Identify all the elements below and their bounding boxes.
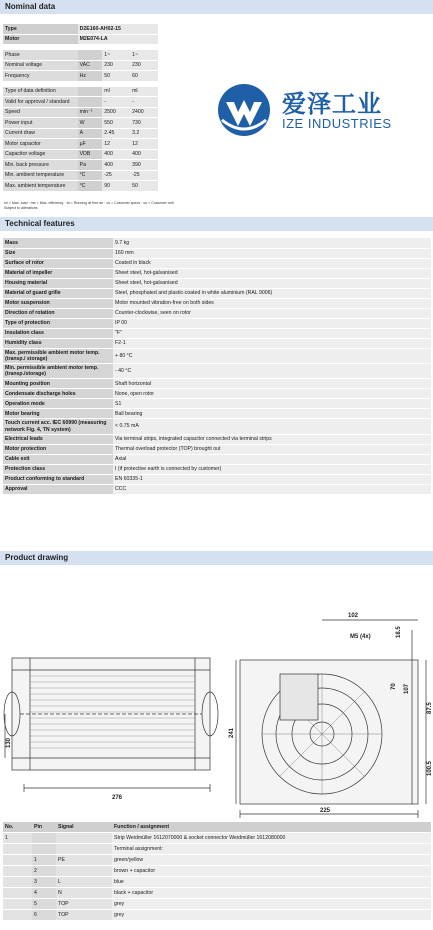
signal-table bbox=[3, 822, 431, 921]
signal-row: 5 TOP grey bbox=[3, 899, 431, 910]
signal-row: 3 L blue bbox=[3, 877, 431, 888]
dim-m5: M5 (4x) bbox=[350, 634, 371, 640]
nominal-row: Min. ambient temperature °C -25 -25 bbox=[3, 170, 158, 181]
tech-row: Condensate discharge holes None, open rotor bbox=[3, 389, 431, 399]
signal-header-row: No. Pin Signal Function / assignment bbox=[3, 822, 431, 833]
tech-row: Motor bearing Ball bearing bbox=[3, 409, 431, 419]
tech-row: Mounting position Shaft horizontal bbox=[3, 379, 431, 389]
type-label: Type bbox=[3, 24, 78, 34]
tech-row: Mass 9.7 kg bbox=[3, 238, 431, 248]
tech-row: Electrical leads Via terminal strips, integrated capacitor connected via terminal strips bbox=[3, 434, 431, 444]
tech-row: Housing material Sheet steel, hot-galvanised bbox=[3, 278, 431, 288]
dim-276: 276 bbox=[112, 795, 123, 801]
dim-87-5: 87.5 bbox=[427, 702, 433, 714]
tech-row: Material of impeller Sheet steel, hot-galvanised bbox=[3, 268, 431, 278]
nominal-row: Frequency Hz 50 60 bbox=[3, 71, 158, 82]
tech-row: Motor protection Thermal overload protector (TOP) brought out bbox=[3, 444, 431, 454]
tech-row: Approval CCC bbox=[3, 484, 431, 494]
signal-row: Terminal assignment: bbox=[3, 844, 431, 855]
type-row bbox=[3, 24, 158, 34]
nominal-row: Power input W 550 730 bbox=[3, 118, 158, 129]
tech-row: Product conforming to standard EN 60335-1 bbox=[3, 474, 431, 484]
company-logo bbox=[214, 80, 409, 140]
nominal-row: Valid for approval / standard - - bbox=[3, 97, 158, 108]
signal-row: 1 PE green/yellow bbox=[3, 855, 431, 866]
signal-row: 6 TOP grey bbox=[3, 910, 431, 921]
nominal-row: Nominal voltage VAC 230 230 bbox=[3, 60, 158, 71]
logo-cn-text: 爱泽工业 bbox=[282, 90, 382, 118]
logo-mark-icon bbox=[214, 80, 274, 140]
dim-70: 70 bbox=[391, 683, 397, 690]
dim-130: 130 bbox=[6, 737, 12, 748]
tech-row: Direction of rotation Counter-clockwise, seen on rotor bbox=[3, 308, 431, 318]
dim-102: 102 bbox=[348, 613, 359, 619]
front-view-housing bbox=[240, 660, 418, 804]
motor-value: M2E074-LA bbox=[78, 34, 158, 45]
nominal-row: Motor capacitor µF 12 12 bbox=[3, 139, 158, 150]
dim-241: 241 bbox=[229, 727, 235, 738]
phase-row: Phase 1~ 1~ bbox=[3, 50, 158, 61]
tech-row: Protection class I (if protective earth is connected by customer) bbox=[3, 464, 431, 474]
product-drawing bbox=[0, 598, 433, 820]
tech-row: Humidity class F2-1 bbox=[3, 338, 431, 348]
type-value: D2E160-AH02-15 bbox=[78, 24, 158, 34]
nominal-row: Max. ambient temperature °C 90 50 bbox=[3, 181, 158, 192]
dim-100-5: 100.5 bbox=[427, 760, 433, 776]
nominal-footnote: ml = Max. load · me = Max. efficiency · fa = Running at free air · cs = Customer specs · cu = Customer unit bbox=[4, 201, 174, 205]
nominal-row: Current draw A 2.45 3.2 bbox=[3, 128, 158, 139]
tech-row: Cable exit Axial bbox=[3, 454, 431, 464]
signal-row: 4 N black + capacitor bbox=[3, 888, 431, 899]
nominal-row: Min. back pressure Pa 400 390 bbox=[3, 160, 158, 171]
section-header-nominal: Nominal data bbox=[0, 0, 433, 14]
tech-row: Max. permissible ambient motor temp. (transp./ storage) + 80 °C bbox=[3, 348, 431, 363]
tech-row: Insulation class "F" bbox=[3, 328, 431, 338]
nominal-row: Capacitor voltage VDB 400 400 bbox=[3, 149, 158, 160]
tech-row: Operation mode S1 bbox=[3, 399, 431, 409]
section-header-technical: Technical features bbox=[0, 217, 433, 231]
tech-row: Type of protection IP 00 bbox=[3, 318, 431, 328]
signal-row: 2 brown + capacitor bbox=[3, 866, 431, 877]
section-header-drawing: Product drawing bbox=[0, 551, 433, 565]
nominal-row: Speed min⁻¹ 2500 2400 bbox=[3, 107, 158, 118]
motor-label: Motor bbox=[3, 34, 78, 45]
technical-features-table bbox=[3, 238, 431, 495]
tech-row: Material of guard grille Steel, phosphated and plastic-coated in white aluminium (RAL 9006) bbox=[3, 288, 431, 298]
signal-row: 1 Strip Weidmüller 1612070000 & socket connector Weidmüller 1612080000 bbox=[3, 833, 431, 844]
dim-107: 107 bbox=[404, 683, 410, 694]
tech-row: Size 160 mm bbox=[3, 248, 431, 258]
dim-18-5: 18.5 bbox=[396, 626, 402, 638]
tech-row: Min. permissible ambient motor temp. (transp./storage) - 40 °C bbox=[3, 363, 431, 378]
dim-225: 225 bbox=[320, 808, 331, 814]
tech-row: Surface of rotor Coated in black bbox=[3, 258, 431, 268]
tech-row: Motor suspension Motor mounted vibration-free on both sides bbox=[3, 298, 431, 308]
subject-to-alterations: Subject to alterations bbox=[4, 206, 38, 210]
nominal-row: Type of data definition ml ml bbox=[3, 86, 158, 97]
tech-row: Touch current acc. IEC 60990 (measuring network Fig. 4, TN system) < 0.75 mA bbox=[3, 419, 431, 434]
logo-en-text: IZE INDUSTRIES bbox=[282, 116, 392, 131]
nominal-data-table bbox=[3, 24, 158, 192]
motor-row bbox=[3, 34, 158, 45]
